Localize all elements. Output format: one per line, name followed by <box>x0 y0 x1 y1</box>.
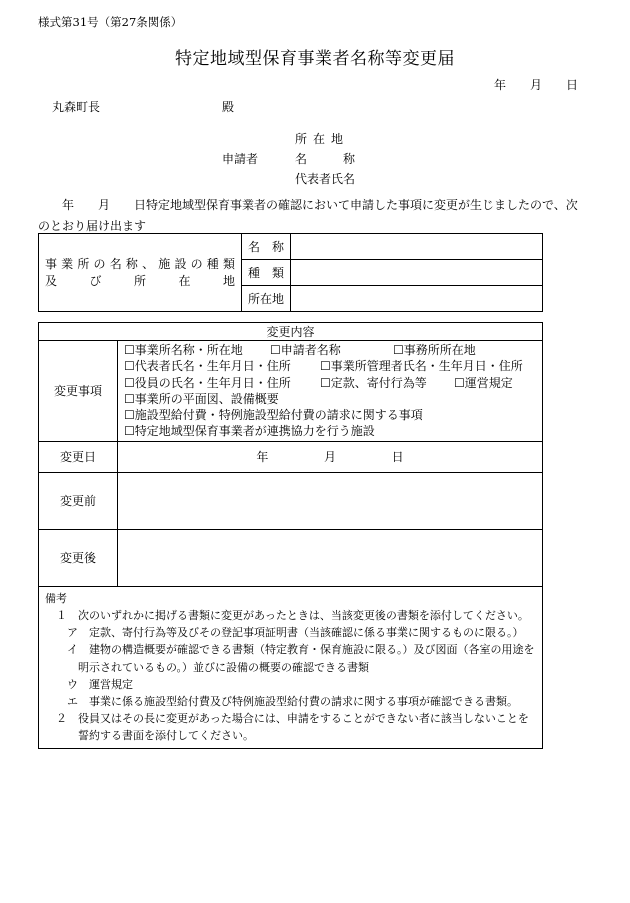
remarks-title: 備考 <box>45 591 67 605</box>
applicant-representative-label: 代表者氏名 <box>295 172 356 186</box>
change-item-row <box>118 407 542 423</box>
change-item-row <box>118 423 542 439</box>
checkbox-operating-rules[interactable]: ☐運営規定 <box>454 375 513 390</box>
facility-name-value[interactable] <box>291 234 543 260</box>
applicant-name-label: 名 称 <box>295 152 356 166</box>
applicant-address-label: 所在地 <box>295 132 350 146</box>
recipient-honorific: 殿 <box>222 100 235 114</box>
change-date-year: 年 <box>256 450 269 465</box>
facility-heading-line2: 及び所在地 <box>45 273 235 288</box>
document-title: 特定地域型保育事業者名称等変更届 <box>175 49 455 69</box>
remarks-line: ウ 運営規定 <box>45 677 133 691</box>
before-change-label: 変更前 <box>39 472 118 529</box>
change-date-label: 変更日 <box>39 441 118 472</box>
facility-type-label: 種 類 <box>242 260 291 286</box>
checkbox-benefit-claims[interactable]: ☐施設型給付費・特例施設型給付費の請求に関する事項 <box>124 408 423 423</box>
intro-text-line1: 年 月 日特定地域型保育事業者の確認において申請した事項に変更が生じましたので、次 <box>38 198 578 212</box>
checkbox-applicant-name[interactable]: ☐申請者名称 <box>270 343 341 357</box>
after-change-label: 変更後 <box>39 529 118 586</box>
remarks-line: ２ 役員又はその長に変更があった場合には、申請をすることができない者に該当しないことを <box>45 712 529 726</box>
remarks-line: ア 定款、寄付行為等及びその登記事項証明書（当該確認に係る事業に関するものに限る。） <box>45 626 524 640</box>
checkbox-floor-plan[interactable]: ☐事業所の平面図、設備概要 <box>124 391 279 406</box>
change-items-list <box>118 341 543 442</box>
facility-heading-line1: 事業所の名称、施設の種類 <box>45 256 235 271</box>
change-date-day: 日 <box>391 450 404 465</box>
checkbox-facility-name-location[interactable]: ☐事業所名称・所在地 <box>124 343 243 357</box>
change-date-field[interactable] <box>118 441 543 472</box>
facility-type-value[interactable] <box>291 260 543 286</box>
applicant-label: 申請者 <box>222 152 259 166</box>
checkbox-representative-info[interactable]: ☐代表者氏名・生年月日・住所 <box>124 359 291 374</box>
checkbox-articles[interactable]: ☐定款、寄付行為等 <box>320 375 427 390</box>
facility-heading <box>39 234 242 312</box>
change-content-header: 変更内容 <box>39 323 543 341</box>
change-item-row <box>118 375 542 391</box>
change-item-row <box>118 358 542 374</box>
change-item-row <box>118 391 542 407</box>
checkbox-officer-info[interactable]: ☐役員の氏名・生年月日・住所 <box>124 375 291 390</box>
facility-location-value[interactable] <box>291 286 543 312</box>
remarks-line: 明示されているもの。）並びに設備の概要の確認できる書類 <box>45 660 370 674</box>
recipient-name: 丸森町長 <box>52 100 101 114</box>
facility-name-label: 名 称 <box>242 234 291 260</box>
checkbox-office-location[interactable]: ☐事務所所在地 <box>393 343 476 357</box>
remarks-line: イ 建物の構造概要が確認できる書類（特定教育・保育施設に限る。）及び図面（各室の用途を <box>45 643 535 657</box>
date-month: 月 <box>530 78 543 92</box>
after-change-field[interactable] <box>118 529 543 586</box>
form-number: 様式第31号（第27条関係） <box>38 15 183 29</box>
remarks-section <box>39 586 543 748</box>
intro-text-line2: のとおり届け出ます <box>38 219 147 233</box>
facility-table <box>38 233 543 312</box>
change-item-row <box>118 342 542 358</box>
remarks-line: 誓約する書面を添付してください。 <box>45 729 254 743</box>
change-date-month: 月 <box>323 450 336 465</box>
change-table <box>38 322 543 749</box>
date-day: 日 <box>566 78 579 92</box>
checkbox-manager-info[interactable]: ☐事業所管理者氏名・生年月日・住所 <box>320 359 523 374</box>
submission-date <box>494 76 578 93</box>
facility-location-label: 所在地 <box>242 286 291 312</box>
date-year: 年 <box>494 78 507 92</box>
remarks-line: １ 次のいずれかに掲げる書類に変更があったときは、当該変更後の書類を添付してください。 <box>45 608 529 622</box>
remarks-line: エ 事業に係る施設型給付費及び特例施設型給付費の請求に関する事項が確認できる書類。 <box>45 695 518 708</box>
change-items-label: 変更事項 <box>39 341 118 442</box>
checkbox-partner-facility[interactable]: ☐特定地域型保育事業者が連携協力を行う施設 <box>124 424 375 439</box>
before-change-field[interactable] <box>118 472 543 529</box>
